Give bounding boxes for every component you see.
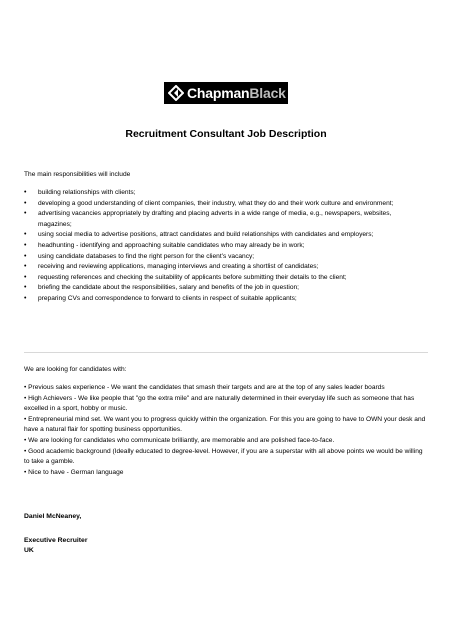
signature-name: Daniel McNeaney, <box>24 513 82 520</box>
list-item: • building relationships with clients; <box>24 188 414 199</box>
responsibilities-intro: The main responsibilities will include <box>24 171 131 178</box>
list-item: • using candidate databases to find the right person for the client’s vacancy; <box>24 252 414 263</box>
section-divider <box>24 352 428 353</box>
requirements-intro: We are looking for candidates with: <box>24 366 127 373</box>
requirement-paragraph: • We are looking for candidates who communicate brilliantly, are memorable and are polished face-to-face. <box>24 436 335 444</box>
list-item: • preparing CVs and correspondence to forward to clients in respect of suitable applicants; <box>24 294 414 305</box>
logo-wordmark: ChapmanBlack <box>187 85 286 101</box>
signature-location: UK <box>24 547 34 554</box>
list-item: • developing a good understanding of client companies, their industry, what they do and their work culture and environment; <box>24 199 414 210</box>
list-item: • using social media to advertise positions, attract candidates and build relationships with candidates and employers; <box>24 230 414 241</box>
list-item: • advertising vacancies appropriately by drafting and placing adverts in a wide range of media, e.g., newspapers, websites, magazines; <box>24 209 414 230</box>
requirement-paragraph: • Nice to have - German language <box>24 468 124 476</box>
requirement-paragraph: • High Achievers - We like people that "go the extra mile" and are naturally determined in their everyday life such as someone that has excelled in a sport, hobby or music. <box>24 394 415 413</box>
list-item: • briefing the candidate about the responsibilities, salary and benefits of the job in question; <box>24 283 414 294</box>
requirement-paragraph: • Good academic background (Ideally educated to degree-level. However, if you are a superstar with all above points we would be willing to take a gamble. <box>24 447 423 466</box>
chevron-logo-icon <box>167 82 185 104</box>
requirement-paragraph: • Entrepreneurial mind set. We want you to progress quickly within the organization. For this you are going to have to OWN your desk and have a natural flair for spotting business opportunities. <box>24 415 426 434</box>
list-item: • requesting references and checking the suitability of applicants before submitting their details to the client; <box>24 273 414 284</box>
requirements-list <box>24 383 428 478</box>
chapman-black-logo <box>164 82 288 104</box>
list-item: • headhunting - identifying and approaching suitable candidates who may already be in work; <box>24 241 414 252</box>
requirement-paragraph: • Previous sales experience - We want the candidates that smash their targets and are at the top of any sales leader boards <box>24 384 385 391</box>
document-title: Recruitment Consultant Job Description <box>125 128 327 140</box>
responsibilities-list <box>24 188 414 305</box>
list-item: • receiving and reviewing applications, managing interviews and creating a shortlist of candidates; <box>24 262 414 273</box>
signature-role: Executive Recruiter <box>24 537 88 544</box>
